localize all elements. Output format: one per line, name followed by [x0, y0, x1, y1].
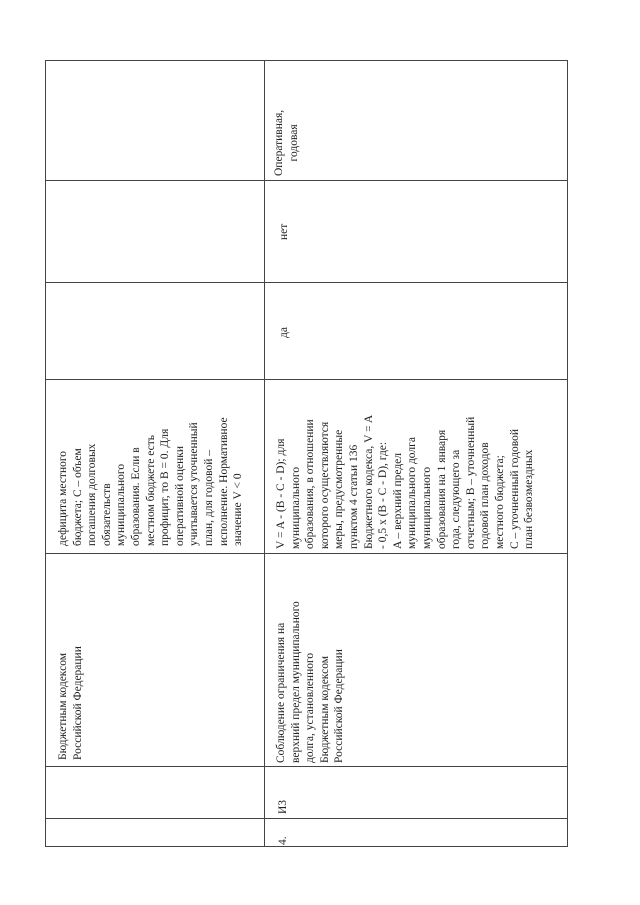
table-col-divider: [45, 282, 568, 283]
table-col-divider: [45, 766, 568, 767]
table-border-left: [45, 60, 46, 847]
row2-yes-value: да: [278, 327, 290, 338]
row2-formula-text: V = A - (B - C - D); для муниципального образования, в отношении которого осуществляются меры, предусмотренные пунктом 4 статьи 136 Бюджетного кодекса, V = A - 0,5 x (B - C - D), где: A – верхний предел муниципального долга муниципального образования на 1 января года, следующего за отчетным; B – уточненный годовой план доходов местного бюджета; C – уточненный годовой план безвозмездных: [275, 414, 536, 549]
table-border-right: [567, 60, 568, 847]
table-border-top: [45, 60, 568, 61]
table-col-divider: [45, 818, 568, 819]
table-col-divider: [45, 553, 568, 554]
row2-no-value: нет: [278, 223, 290, 240]
table-border-bottom: [45, 846, 568, 847]
table-col-divider: [45, 379, 568, 380]
row1-formula-continuation: дефицита местного бюджета; С – объем погашения долговых обязательств муниципального образования. Если в местном бюджете есть профицит, то В = 0. Для оперативной оценки учитывается уточненный план, для годовой – исполнение. Нормативное значение V < 0: [57, 417, 245, 546]
row2-number: 4.: [277, 836, 289, 845]
row1-legal-basis-text: Бюджетным кодексом Российской Федерации: [57, 646, 84, 760]
table-col-divider: [45, 180, 568, 181]
table-row-divider: [264, 60, 265, 847]
row2-indicator-name: Соблюдение ограничения на верхний предел муниципального долга, установленного Бюджетным кодексом Российской Федерации: [275, 601, 346, 763]
row2-indicator-code: И3: [277, 799, 289, 814]
row1-evaluation-type: Оперативная, годовая: [273, 109, 300, 176]
